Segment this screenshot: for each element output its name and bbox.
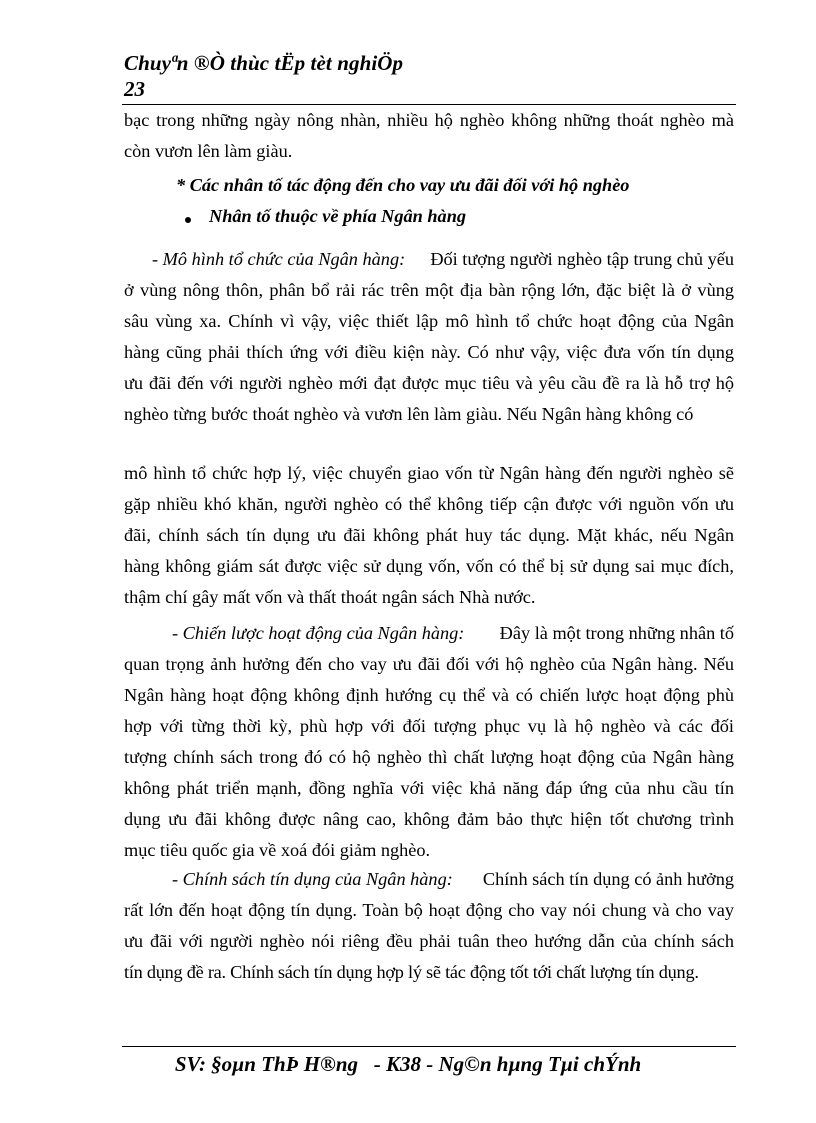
text-segment: Chính sách tín dụng có ảnh hưởng — [482, 869, 734, 889]
paragraph-strategy — [124, 618, 734, 866]
text-line: dụng ưu đãi không được nâng cao, không đảm bảo thực hiện tốt chương trình — [124, 809, 734, 829]
text-line: nghèo từng bước thoát nghèo và vươn lên làm giàu. Nếu Ngân hàng không có — [124, 404, 694, 424]
bullet-heading-bank-factors: Nhân tố thuộc về phía Ngân hàng — [209, 206, 467, 226]
page-number: 23 — [124, 77, 145, 101]
text-line: tín dụng đề ra. Chính sách tín dụng hợp lý sẽ tác động tốt tới chất lượng tín dụng. — [124, 962, 699, 982]
running-header-title: Chuyªn ®Ò thùc tËp tèt nghiÖp — [124, 51, 404, 75]
text-line: hợp với từng thời kỳ, phù hợp với đối tượng phục vụ là hộ nghèo và các đối — [124, 716, 734, 736]
paragraph-label: - Chiến lược hoạt động của Ngân hàng: — [172, 623, 465, 643]
section-heading-factors: * Các nhân tố tác động đến cho vay ưu đãi đối với hộ nghèo — [176, 175, 630, 195]
text-line: hàng cũng phải thích ứng với điều kiện này. Có như vậy, việc đưa vốn tín dụng — [124, 342, 734, 362]
text-line: Ngân hàng hoạt động không định hướng cụ thể và có chiến lược hoạt động phù — [124, 685, 734, 705]
paragraph-continuation — [124, 105, 734, 167]
paragraph-org-model — [124, 244, 734, 430]
text-line — [124, 618, 734, 649]
text-segment: Đối tượng người nghèo tập trung chủ yếu — [430, 249, 734, 269]
text-line — [124, 244, 734, 275]
text-line: gặp nhiều khó khăn, người nghèo có thể không tiếp cận được với nguồn vốn ưu — [124, 494, 734, 514]
text-line: sâu vùng xa. Chính vì vậy, việc thiết lập mô hình tổ chức hoạt động của Ngân — [124, 311, 734, 331]
text-line: mục tiêu quốc gia về xoá đói giảm nghèo. — [124, 840, 431, 860]
paragraph-label: - Mô hình tổ chức của Ngân hàng: — [152, 249, 406, 269]
text-line: không phát triển mạnh, đồng nghĩa với việc khả năng đáp ứng của nhu cầu tín — [124, 778, 734, 798]
text-line — [124, 864, 734, 895]
text-line: bạc trong những ngày nông nhàn, nhiều hộ nghèo không những thoát nghèo mà — [124, 110, 734, 130]
text-line: ưu đãi với người nghèo nói riêng đều phải tuân theo hướng dẫn của chính sách — [124, 931, 734, 951]
text-segment: Đây là một trong những nhân tố — [499, 623, 734, 643]
text-line: mô hình tổ chức hợp lý, việc chuyển giao vốn từ Ngân hàng đến người nghèo sẽ — [124, 463, 734, 483]
paragraph-label: - Chính sách tín dụng của Ngân hàng: — [172, 869, 453, 889]
text-line: quan trọng ảnh hưởng đến cho vay ưu đãi đối với hộ nghèo của Ngân hàng. Nếu — [124, 654, 734, 674]
text-line: ở vùng nông thôn, phân bổ rải rác trên một địa bàn rộng lớn, đặc biệt là ở vùng — [124, 280, 734, 300]
text-line: còn vươn lên làm giàu. — [124, 141, 293, 161]
footer-divider — [122, 1046, 736, 1047]
text-line: rất lớn đến hoạt động tín dụng. Toàn bộ hoạt động cho vay nói chung và cho vay — [124, 900, 734, 920]
paragraph-credit-policy — [124, 864, 734, 988]
footer-student-info: SV: §oµn ThÞ H®ng - K38 - Ng©n hµng Tµi chÝnh — [174, 1052, 642, 1076]
text-line: tượng chính sách trong đó có hộ nghèo thì chất lượng hoạt động của Ngân hàng — [124, 747, 734, 767]
text-line: thậm chí gây mất vốn và thất thoát ngân sách Nhà nước. — [124, 587, 536, 607]
text-line: đãi, chính sách tín dụng ưu đãi không phát huy tác dụng. Mặt khác, nếu Ngân — [124, 525, 734, 545]
text-line: ưu đãi đến với người nghèo mới đạt được mục tiêu và yêu cầu đề ra là hỗ trợ hộ — [124, 373, 734, 393]
paragraph-org-model-cont — [124, 458, 734, 613]
text-line: hàng không giám sát được việc sử dụng vốn, vốn có thể bị sử dụng sai mục đích, — [124, 556, 734, 576]
bullet-icon — [185, 217, 191, 223]
